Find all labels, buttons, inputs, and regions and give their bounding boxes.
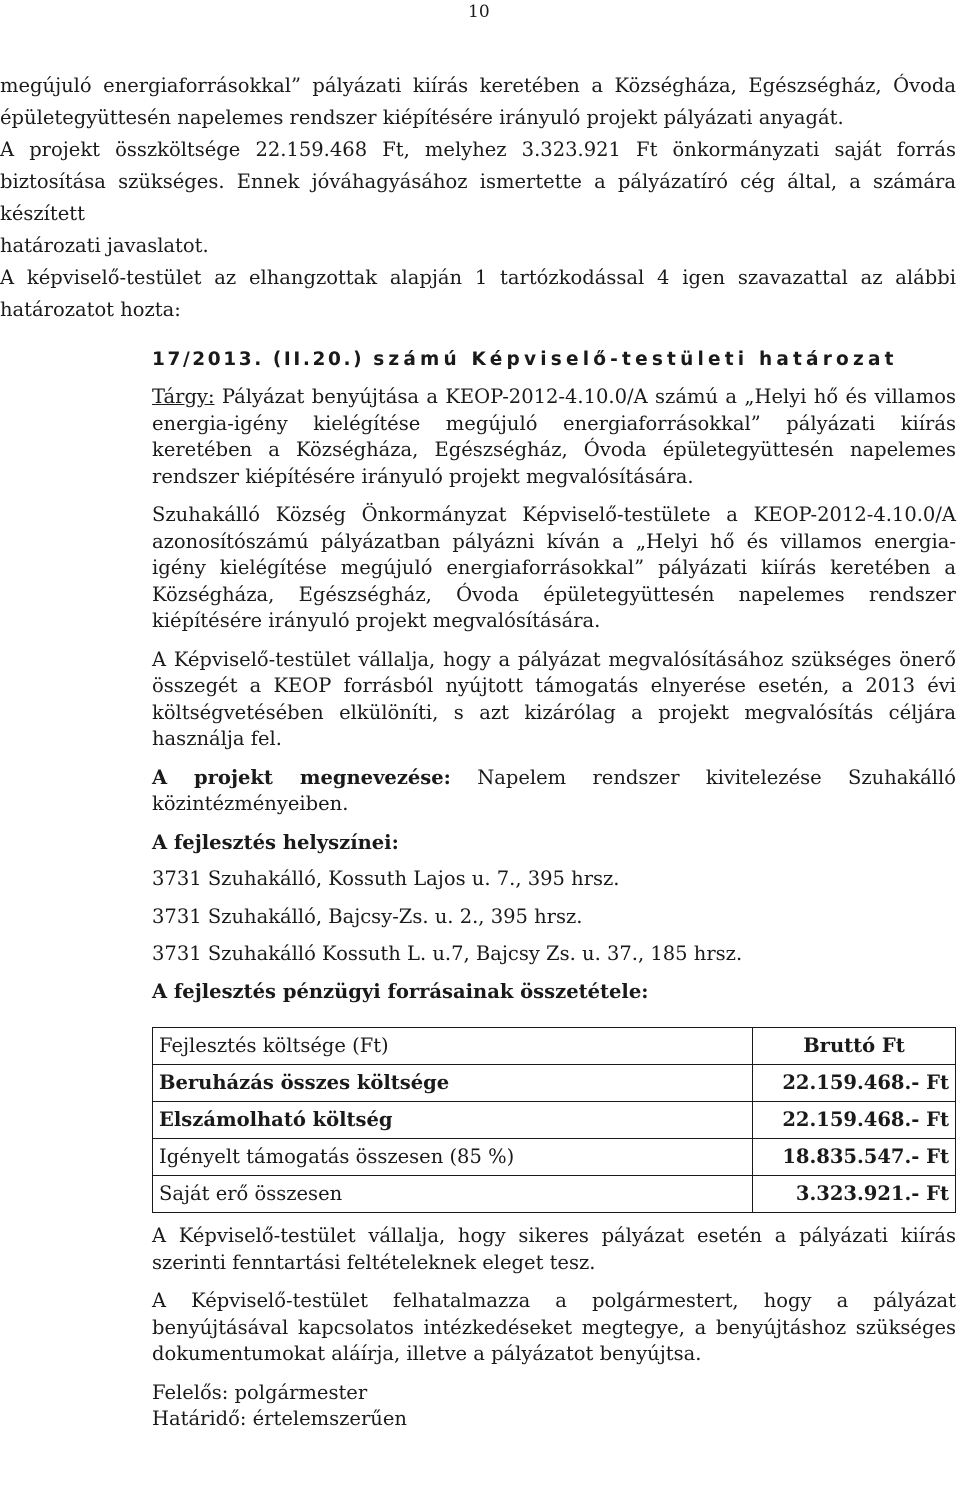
intro-line: épületegyüttesén napelemes rendszer kiépítésére irányuló projekt pályázati anyagát. [0, 106, 844, 129]
intro-line: A projekt összköltsége 22.159.468 Ft, melyhez 3.323.921 Ft önkormányzati saját forrás [0, 138, 956, 161]
project-name-paragraph [152, 765, 956, 818]
location-item: 3731 Szuhakálló, Bajcsy-Zs. u. 2., 395 hrsz. [152, 904, 583, 928]
table-cell-amount: 18.835.547.- Ft [753, 1139, 956, 1176]
table-row [153, 1176, 956, 1213]
table-row [153, 1139, 956, 1176]
table-row [153, 1065, 956, 1102]
subject-label: Tárgy: [152, 385, 215, 408]
table-cell-label: Igényelt támogatás összesen (85 %) [153, 1139, 753, 1176]
table-cell-label: Beruházás összes költsége [153, 1065, 753, 1102]
responsible-line: Felelős: polgármester [152, 1380, 368, 1404]
location-item: 3731 Szuhakálló, Kossuth Lajos u. 7., 395 hrsz. [152, 867, 620, 890]
project-name-text: Napelem rendszer kivitelezése Szuhakálló közintézményeiben. [152, 765, 956, 815]
resolution-number: 17/2013. (II.20.) [152, 349, 365, 370]
table-cell-label: Saját erő összesen [153, 1176, 753, 1213]
resolution-title [152, 349, 956, 370]
financing-table [152, 1027, 956, 1213]
project-name-label: A projekt megnevezése: [152, 765, 451, 789]
resolution-paragraph-3: A Képviselő-testület vállalja, hogy sikeres pályázat esetén a pályázati kiírás szerinti fenntartási feltételeknek eleget tesz. [152, 1224, 956, 1274]
intro-line: A képviselő-testület az elhangzottak alapján 1 tartózkodással 4 igen szavazattal az alábbi [0, 266, 956, 289]
resolution-paragraph-1: Szuhakálló Község Önkormányzat Képviselő-testülete a KEOP-2012-4.10.0/A azonosítószámú pályázatban pályázni kíván a „Helyi hő és villamos energia-igény kielégítése megújuló energiaforrásokkal” pályázati kiírás keretében a Községháza, Egészségház, Óvoda épületegyüttesén napelemes rendszer kiépítésére irányuló projekt megvalósítására. [152, 503, 956, 632]
subject-paragraph [152, 384, 956, 490]
table-row [153, 1102, 956, 1139]
intro-line: biztosítása szükséges. Ennek jóváhagyásához ismertette a pályázatíró cég által, a számára készített [0, 170, 956, 225]
table-header-amount: Bruttó Ft [753, 1028, 956, 1065]
table-header-row [153, 1028, 956, 1065]
location-item: 3731 Szuhakálló Kossuth L. u.7, Bajcsy Zs. u. 37., 185 hrsz. [152, 942, 743, 965]
financing-heading: A fejlesztés pénzügyi forrásainak összetétele: [152, 979, 649, 1003]
intro-line: határozati javaslatot. [0, 234, 209, 257]
page-number: 10 [468, 2, 490, 22]
intro-line: megújuló energiaforrásokkal” pályázati kiírás keretében a Községháza, Egészségház, Óvoda [0, 74, 956, 97]
table-cell-amount: 22.159.468.- Ft [753, 1065, 956, 1102]
resolution-section [152, 349, 956, 1433]
intro-line: határozatot hozta: [0, 298, 181, 321]
deadline-line: Határidő: értelemszerűen [152, 1407, 407, 1430]
resolution-paragraph-4: A Képviselő-testület felhatalmazza a polgármestert, hogy a pályázat benyújtásával kapcsolatos intézkedéseket megtegye, a benyújtáshoz szükséges dokumentumokat aláírja, illetve a pályázatot benyújtsa. [152, 1289, 956, 1365]
table-cell-amount: 22.159.468.- Ft [753, 1102, 956, 1139]
locations-list [152, 866, 956, 968]
resolution-paragraph-2: A Képviselő-testület vállalja, hogy a pályázat megvalósításához szükséges önerő összegét a KEOP forrásból nyújtott támogatás elnyerése esetén, a 2013 évi költségvetésében elkülöníti, s azt kizárólag a projekt megvalósítás céljára használja fel. [152, 647, 956, 750]
table-cell-amount: 3.323.921.- Ft [753, 1176, 956, 1213]
locations-heading: A fejlesztés helyszínei: [152, 830, 399, 854]
table-cell-label: Elszámolható költség [153, 1102, 753, 1139]
subject-text: Pályázat benyújtása a KEOP-2012-4.10.0/A számú a „Helyi hő és villamos energia-igény kielégítése megújuló energiaforrásokkal” pályázati kiírás keretében a Községháza, Egészségház, Óvoda épületegyüttesén napelemes rendszer kiépítésére irányuló projekt megvalósítására. [152, 385, 956, 488]
table-header-label: Fejlesztés költsége (Ft) [153, 1028, 753, 1065]
resolution-title-text: számú Képviselő-testületi határozat [373, 349, 898, 370]
intro-text [0, 70, 956, 326]
